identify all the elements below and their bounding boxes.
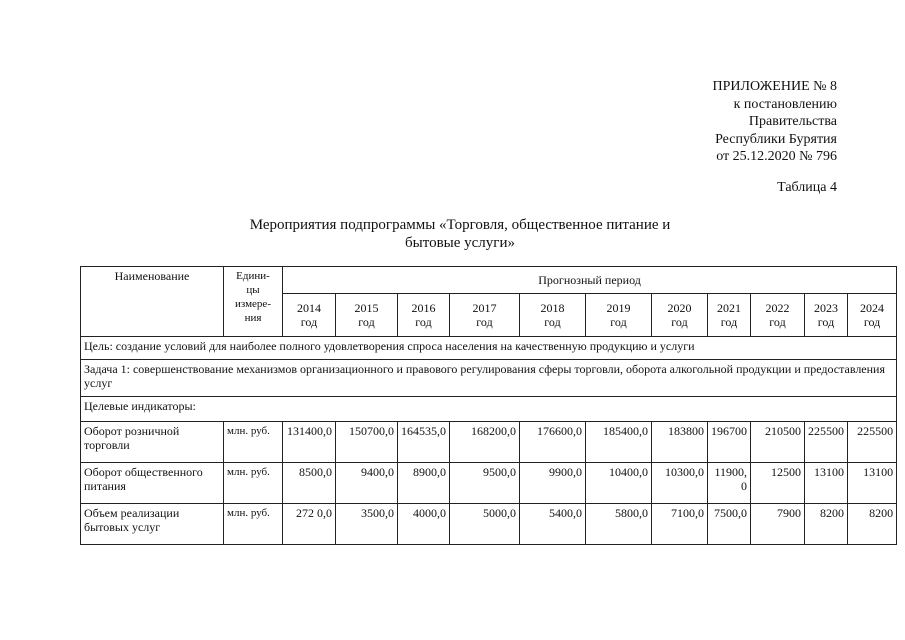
- value-cell-2020: 10300,0: [652, 463, 708, 504]
- value-cell-2023: 13100: [805, 463, 848, 504]
- value-cell-2016: 4000,0: [398, 504, 450, 545]
- year-label: 2018: [540, 301, 565, 315]
- appendix-header: [713, 78, 838, 166]
- value-cell-2022: 210500: [751, 422, 805, 463]
- year-header-2023: [805, 294, 848, 337]
- value-cell-2018: 9900,0: [520, 463, 586, 504]
- year-label: 2014: [297, 301, 321, 315]
- task-text: Задача 1: совершенствование механизмов организационного и правового регулирования сферы торговли, оборота алкогольной продукции и предоставления услуг: [81, 360, 897, 397]
- value-cell-2024: 8200: [848, 504, 897, 545]
- year-header-2024: [848, 294, 897, 337]
- appendix-date: от 25.12.2020 № 796: [716, 149, 837, 164]
- header-row: [81, 267, 897, 294]
- document-title: [230, 216, 690, 252]
- value-cell-2019: 10400,0: [586, 463, 652, 504]
- value-cell-2022: 7900: [751, 504, 805, 545]
- year-suffix: год: [720, 315, 738, 329]
- header-unit: Едини- цы измере- ния: [224, 267, 283, 337]
- table-number: Таблица 4: [777, 180, 837, 195]
- value-cell-2021: 11900,0: [708, 463, 751, 504]
- appendix-line: Правительства: [748, 114, 837, 129]
- indicator-name: Оборот общественного питания: [81, 463, 224, 504]
- appendix-line: Республики Бурятия: [715, 131, 837, 147]
- table-row: [81, 504, 897, 545]
- task-row: [81, 360, 897, 397]
- table-row: [81, 463, 897, 504]
- year-suffix: год: [544, 315, 561, 329]
- value-cell-2021: 7500,0: [708, 504, 751, 545]
- value-cell-2022: 12500: [751, 463, 805, 504]
- title-line: бытовые услуги»: [405, 235, 515, 251]
- year-suffix: год: [671, 315, 688, 329]
- year-header-2018: [520, 294, 586, 337]
- year-header-2015: [336, 294, 398, 337]
- value-cell-2015: 150700,0: [336, 422, 398, 463]
- value-cell-2023: 8200: [805, 504, 848, 545]
- value-cell-2019: 5800,0: [586, 504, 652, 545]
- indicator-unit: млн. руб.: [224, 463, 283, 504]
- year-suffix: год: [863, 315, 881, 329]
- year-suffix: год: [817, 315, 835, 329]
- year-header-2019: [586, 294, 652, 337]
- value-cell-2014: 131400,0: [283, 422, 336, 463]
- indicator-unit: млн. руб.: [224, 422, 283, 463]
- value-cell-2019: 185400,0: [586, 422, 652, 463]
- value-cell-2017: 168200,0: [450, 422, 520, 463]
- year-suffix: год: [610, 315, 627, 329]
- title-line: Мероприятия подпрограммы «Торговля, общественное питание и: [249, 217, 671, 233]
- year-header-2020: [652, 294, 708, 337]
- value-cell-2024: 13100: [848, 463, 897, 504]
- year-label: 2020: [667, 301, 692, 315]
- year-label: 2015: [354, 301, 379, 315]
- value-cell-2015: 3500,0: [336, 504, 398, 545]
- year-header-2014: [283, 294, 336, 337]
- value-cell-2015: 9400,0: [336, 463, 398, 504]
- goal-text: Цель: создание условий для наиболее полного удовлетворения спроса населения на качественную продукцию и услуги: [81, 337, 897, 360]
- appendix-line: к постановлению: [733, 96, 837, 112]
- value-cell-2020: 183800: [652, 422, 708, 463]
- indicator-name: Объем реализации бытовых услуг: [81, 504, 224, 545]
- table-row: [81, 422, 897, 463]
- year-header-2016: [398, 294, 450, 337]
- value-cell-2023: 225500: [805, 422, 848, 463]
- year-label: 2021: [717, 301, 741, 315]
- goal-row: [81, 337, 897, 360]
- value-cell-2018: 5400,0: [520, 504, 586, 545]
- header-name: Наименование: [81, 267, 224, 337]
- year-label: 2023: [814, 301, 838, 315]
- year-label: 2022: [765, 301, 790, 315]
- year-suffix: год: [358, 315, 375, 329]
- value-cell-2014: 272 0,0: [283, 504, 336, 545]
- value-cell-2016: 164535,0: [398, 422, 450, 463]
- value-cell-2017: 9500,0: [450, 463, 520, 504]
- value-cell-2021: 196700: [708, 422, 751, 463]
- year-label: 2016: [411, 301, 436, 315]
- year-suffix: год: [769, 315, 786, 329]
- year-label: 2017: [472, 301, 497, 315]
- year-header-2017: [450, 294, 520, 337]
- year-header-2021: [708, 294, 751, 337]
- year-suffix: год: [415, 315, 432, 329]
- value-cell-2018: 176600,0: [520, 422, 586, 463]
- year-suffix: год: [476, 315, 493, 329]
- header-forecast: Прогнозный период: [283, 267, 897, 294]
- indicators-label-row: [81, 397, 897, 422]
- indicators-table: [80, 266, 897, 545]
- value-cell-2016: 8900,0: [398, 463, 450, 504]
- year-label: 2024: [860, 301, 885, 315]
- value-cell-2024: 225500: [848, 422, 897, 463]
- value-cell-2017: 5000,0: [450, 504, 520, 545]
- value-cell-2014: 8500,0: [283, 463, 336, 504]
- indicators-label: Целевые индикаторы:: [81, 397, 897, 422]
- year-label: 2019: [606, 301, 631, 315]
- indicator-unit: млн. руб.: [224, 504, 283, 545]
- appendix-title: ПРИЛОЖЕНИЕ № 8: [712, 79, 837, 94]
- year-suffix: год: [300, 315, 318, 329]
- year-header-2022: [751, 294, 805, 337]
- value-cell-2020: 7100,0: [652, 504, 708, 545]
- indicator-name: Оборот розничной торговли: [81, 422, 224, 463]
